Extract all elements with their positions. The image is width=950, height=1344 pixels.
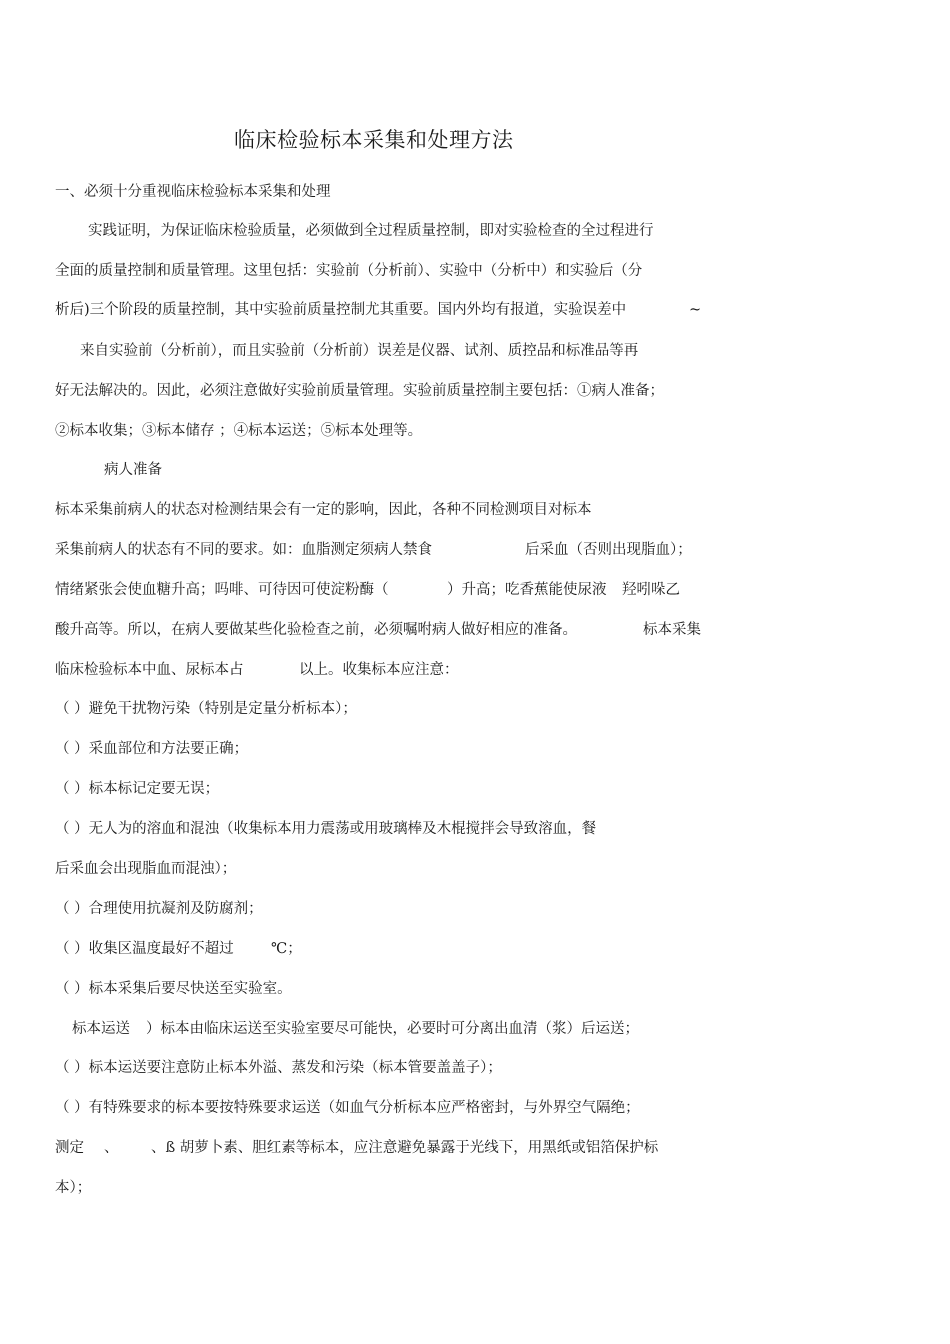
paragraph-line: 临床检验标本中血、尿标本占 — [55, 662, 244, 678]
list-item-continuation: 本）； — [55, 1180, 92, 1196]
paragraph-line: 情绪紧张会使血糖升高；吗啡、可待因可使淀粉酶（ — [55, 582, 389, 598]
list-item: （ ）合理使用抗凝剂及防腐剂； — [55, 901, 263, 917]
paragraph-line: ②标本收集；③标本储存 ；④标本运送；⑤标本处理等。 — [55, 423, 423, 439]
paragraph-line: 析后)三个阶段的质量控制，其中实验前质量控制尤其重要。国内外均有报道，实验误差中 — [55, 302, 627, 318]
subsection-heading: 病人准备 — [104, 462, 162, 478]
list-item-continuation: 后采血会出现脂血而混浊）； — [55, 861, 237, 877]
paragraph-line: ）升高；吃香蕉能使尿液 — [447, 582, 607, 598]
paragraph-line: 实践证明，为保证临床检验质量，必须做到全过程质量控制，即对实验检查的全过程进行 — [88, 223, 654, 239]
paragraph-line: ）标本由临床运送至实验室要尽可能快，必要时可分离出血清（浆）后运送； — [146, 1021, 639, 1037]
list-item: （ ）无人为的溶血和混浊（收集标本用力震荡或用玻璃棒及木棍搅拌会导致溶血，餐 — [55, 821, 597, 837]
paragraph-line: 后采血（否则出现脂血）； — [525, 542, 692, 558]
paragraph-line: 全面的质量控制和质量管理。这里包括：实验前（分析前）、实验中（分析中）和实验后（分 — [55, 263, 643, 279]
list-item-unit: ℃； — [271, 941, 302, 957]
paragraph-line: 酸升高等。所以，在病人要做某些化验检查之前，必须嘱咐病人做好相应的准备。 — [55, 622, 577, 638]
paragraph-line: 标本采集前病人的状态对检测结果会有一定的影响，因此，各种不同检测项目对标本 — [55, 502, 592, 518]
paragraph-line: 来自实验前（分析前），而且实验前（分析前）误差是仪器、试剂、质控品和标准品等再 — [80, 343, 639, 359]
list-item: （ ）收集区温度最好不超过 — [55, 941, 234, 957]
list-item: （ ）采血部位和方法要正确； — [55, 741, 249, 757]
document-title: 临床检验标本采集和处理方法 — [234, 128, 514, 152]
list-item-continuation: 、ß 胡萝卜素、胆红素等标本，应注意避免暴露于光线下，用黑纸或铝箔保护标 — [151, 1140, 659, 1156]
paragraph-line: 采集前病人的状态有不同的要求。如：血脂测定须病人禁食 — [55, 542, 432, 558]
list-item: （ ）有特殊要求的标本要按特殊要求运送（如血气分析标本应严格密封，与外界空气隔绝； — [55, 1100, 640, 1116]
list-item-continuation: 测定 — [55, 1140, 84, 1156]
subsection-heading: 标本运送 — [72, 1021, 130, 1037]
list-item: （ ）标本采集后要尽快送至实验室。 — [55, 981, 292, 997]
list-item: （ ）标本运送要注意防止标本外溢、蒸发和污染（标本管要盖盖子）； — [55, 1060, 502, 1076]
paragraph-line: 羟吲哚乙 — [622, 582, 680, 598]
paragraph-line: ~ — [689, 302, 702, 318]
list-item-continuation: 、 — [104, 1140, 119, 1156]
section-heading: 一、必须十分重视临床检验标本采集和处理 — [55, 184, 331, 200]
list-item: （ ）标本标记定要无误； — [55, 781, 220, 797]
list-item: （ ）避免干扰物污染（特别是定量分析标本）； — [55, 701, 357, 717]
paragraph-line: 好无法解决的。因此，必须注意做好实验前质量管理。实验前质量控制主要包括：①病人准备； — [55, 383, 664, 399]
subsection-heading: 标本采集 — [643, 622, 701, 638]
paragraph-line: 以上。收集标本应注意： — [299, 662, 459, 678]
